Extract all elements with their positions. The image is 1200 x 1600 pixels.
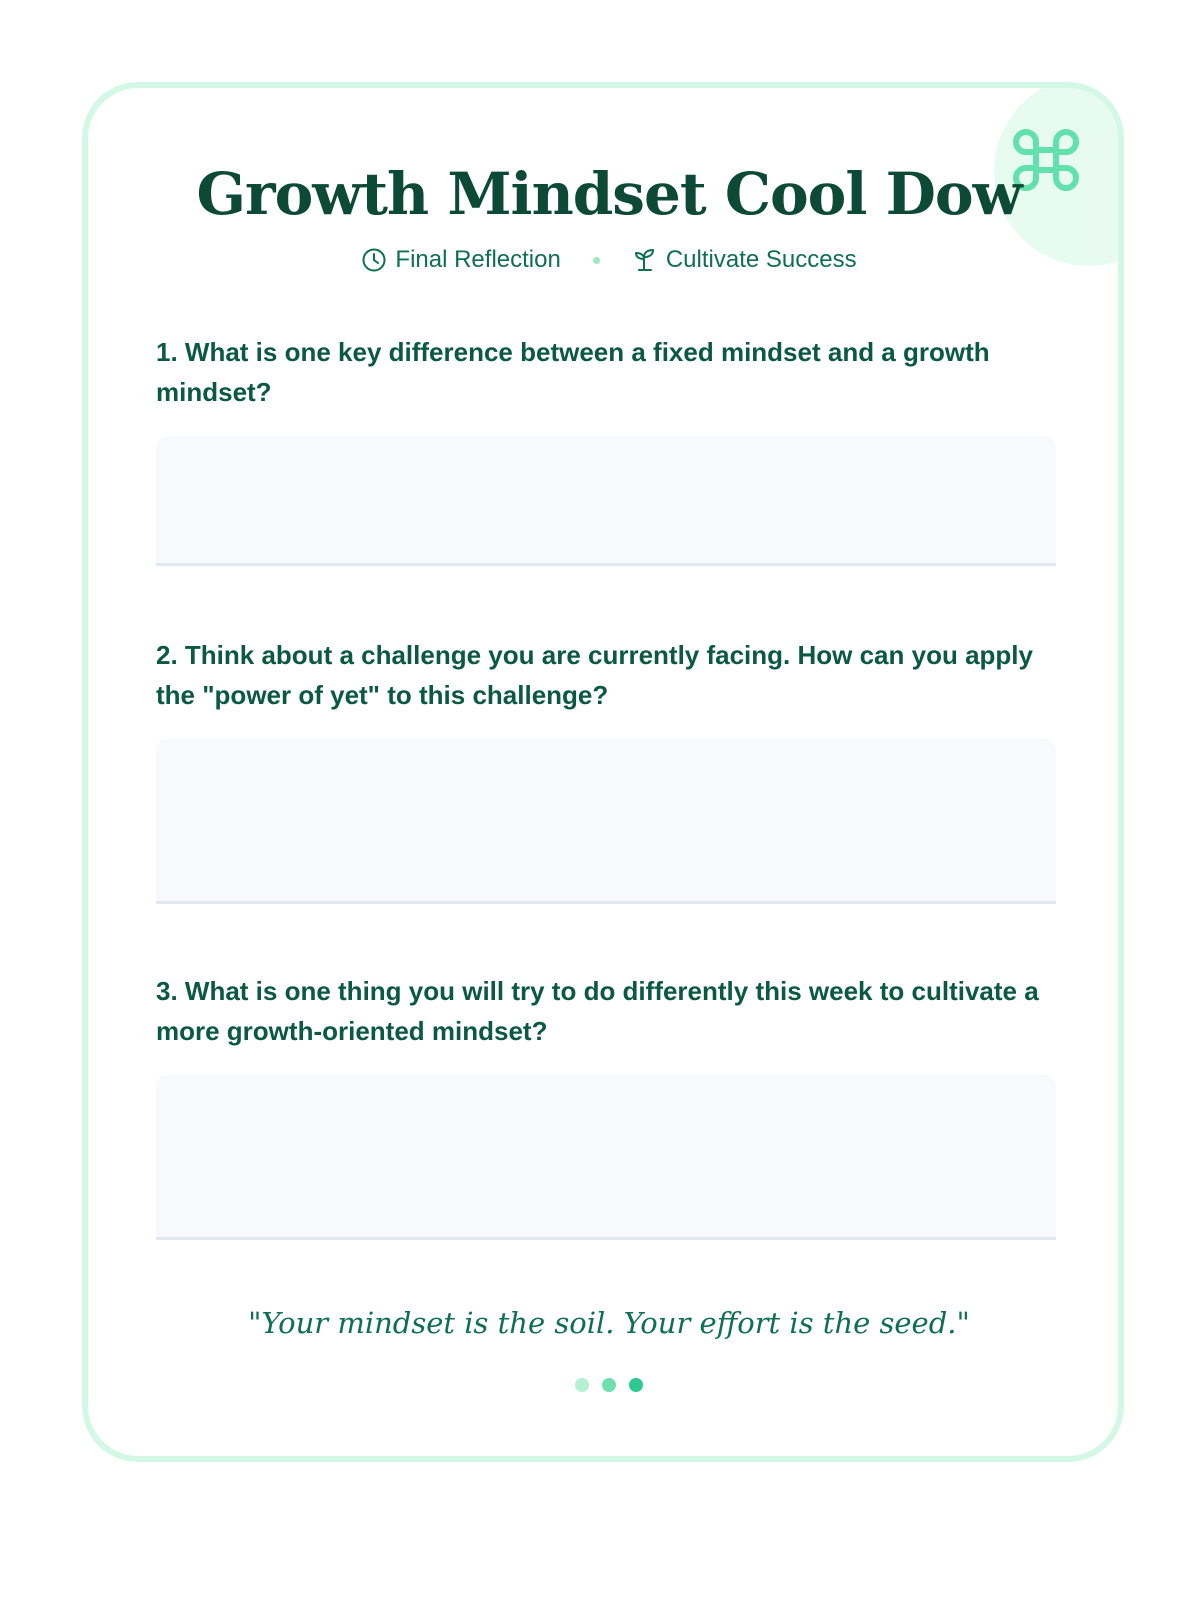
page-dot-3[interactable]: [629, 1378, 643, 1392]
question-1-text: 1. What is one key difference between a fixed mindset and a growth mindset?: [156, 337, 990, 407]
question-2-text: 2. Think about a challenge you are currently facing. How can you apply the "power of yet" to this challenge?: [156, 640, 1033, 710]
subtitle-left-label: Final Reflection: [395, 246, 561, 273]
answer-field-3[interactable]: [156, 1075, 1056, 1240]
page-dot-1[interactable]: [575, 1378, 589, 1392]
worksheet-card: [82, 82, 1124, 1462]
question-3: [156, 971, 1056, 1240]
pagination-dots: [88, 1378, 1124, 1392]
question-3-text: 3. What is one thing you will try to do differently this week to cultivate a more growth-oriented mindset?: [156, 976, 1039, 1046]
page-title: Growth Mindset Cool Dow: [196, 160, 1022, 228]
subtitle-separator: [593, 257, 600, 264]
page-dot-2[interactable]: [602, 1378, 616, 1392]
sprout-icon: [632, 247, 658, 273]
answer-field-2[interactable]: [156, 739, 1056, 904]
closing-quote: "Your mindset is the soil. Your effort is the seed.": [248, 1306, 970, 1340]
answer-field-1[interactable]: [156, 436, 1056, 566]
subtitle-right-label: Cultivate Success: [665, 246, 857, 273]
question-2: [156, 635, 1056, 904]
question-1: [156, 332, 1056, 566]
subtitle-cultivate-success: [632, 246, 857, 274]
subtitle-final-reflection: [361, 246, 560, 274]
subtitle-row: [88, 246, 1124, 274]
clock-icon: [361, 247, 387, 273]
